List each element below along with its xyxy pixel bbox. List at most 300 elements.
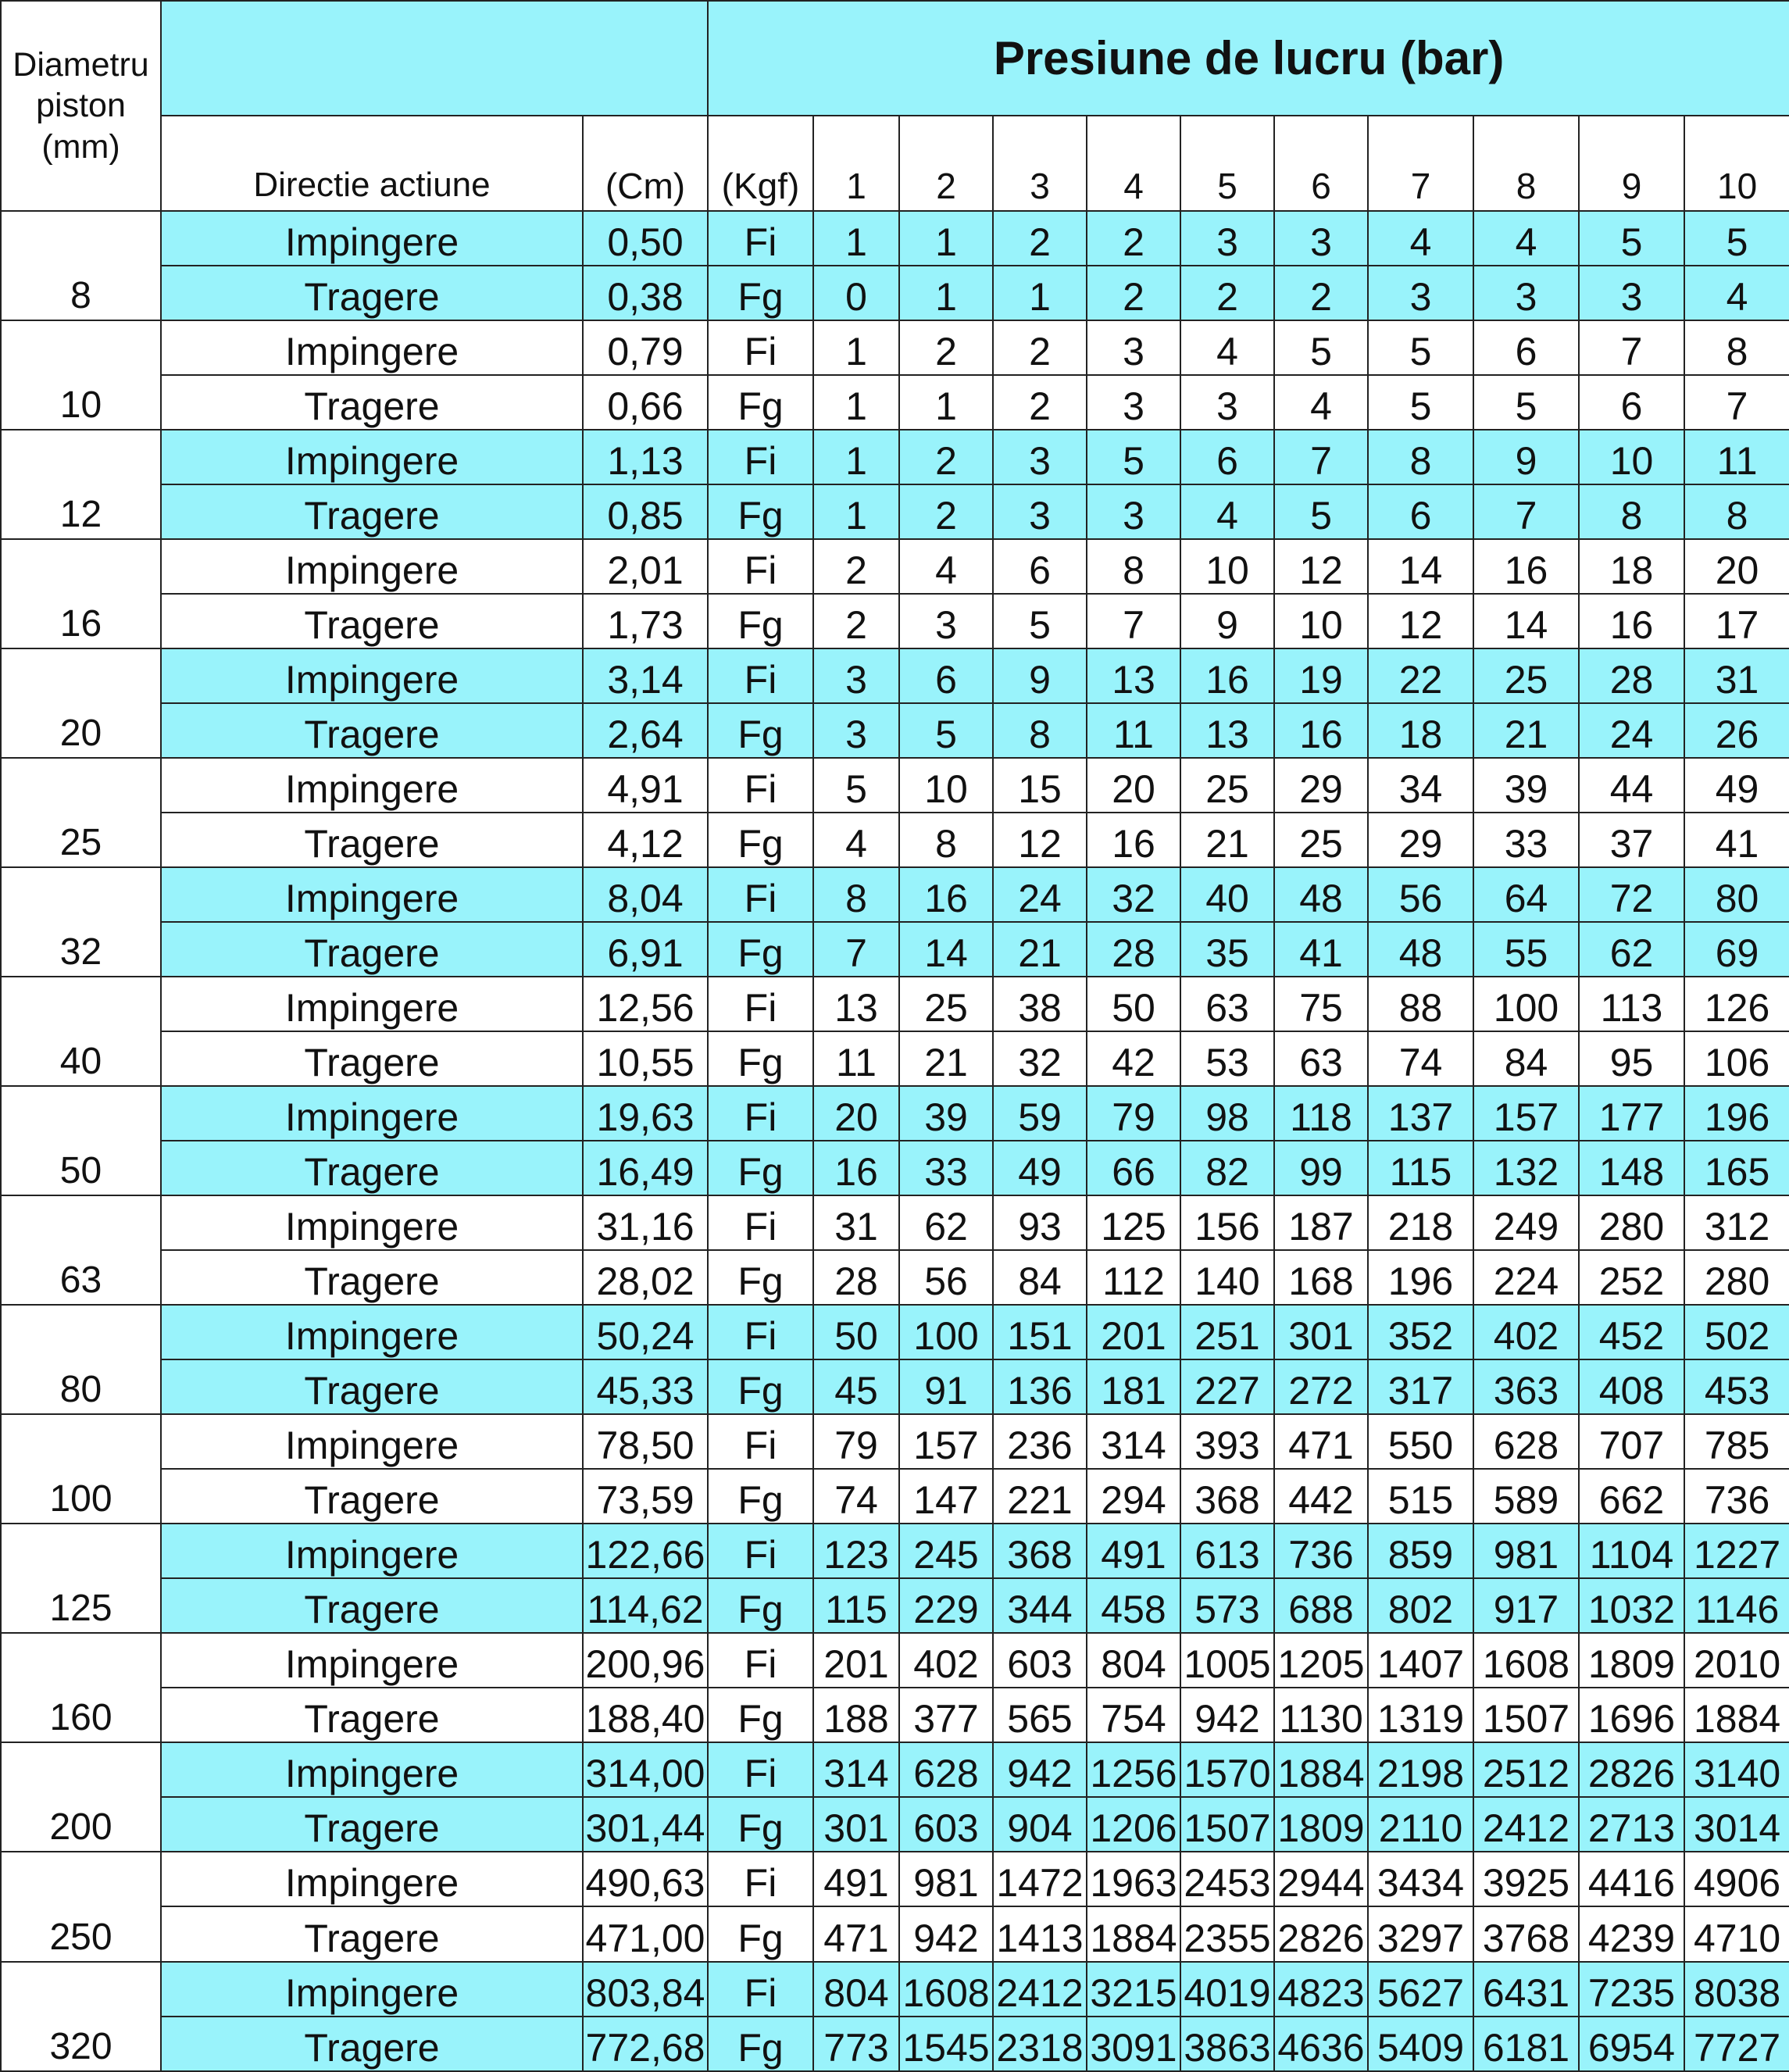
pressure-header: 9 <box>1579 116 1684 211</box>
piston-area: 4,91 <box>583 758 708 813</box>
diameter-header: Diametru piston (mm) <box>1 1 161 211</box>
force-value: 8 <box>993 703 1087 758</box>
force-value: 25 <box>1180 758 1274 813</box>
force-value: 126 <box>1684 977 1789 1031</box>
piston-diameter: 25 <box>1 758 161 867</box>
force-value: 187 <box>1274 1195 1368 1250</box>
force-value: 84 <box>1473 1031 1579 1086</box>
force-value: 402 <box>899 1633 993 1688</box>
force-value: 9 <box>993 648 1087 703</box>
force-type: Fi <box>708 1962 813 2017</box>
force-value: 24 <box>993 867 1087 922</box>
force-value: 804 <box>813 1962 899 2017</box>
table-row <box>1 1962 1789 2017</box>
piston-diameter: 160 <box>1 1633 161 1742</box>
force-value: 377 <box>899 1688 993 1742</box>
force-value: 8 <box>813 867 899 922</box>
header-blank-cell <box>161 1 708 116</box>
pressure-header: 10 <box>1684 116 1789 211</box>
force-value: 1130 <box>1274 1688 1368 1742</box>
piston-area: 16,49 <box>583 1141 708 1195</box>
force-value: 41 <box>1274 922 1368 977</box>
action-direction: Tragere <box>161 922 583 977</box>
force-value: 452 <box>1579 1305 1684 1359</box>
pressure-header: 3 <box>993 116 1087 211</box>
force-value: 7 <box>1274 430 1368 484</box>
force-value: 754 <box>1087 1688 1180 1742</box>
table-row <box>1 430 1789 484</box>
piston-area: 200,96 <box>583 1633 708 1688</box>
force-value: 9 <box>1180 594 1274 648</box>
force-value: 1809 <box>1579 1633 1684 1688</box>
force-value: 35 <box>1180 922 1274 977</box>
force-value: 301 <box>813 1797 899 1852</box>
table-row <box>1 648 1789 703</box>
force-value: 3140 <box>1684 1742 1789 1797</box>
force-value: 221 <box>993 1469 1087 1524</box>
pressure-header: 4 <box>1087 116 1180 211</box>
force-value: 79 <box>1087 1086 1180 1141</box>
action-direction: Impingere <box>161 1524 583 1578</box>
piston-diameter: 32 <box>1 867 161 977</box>
force-value: 39 <box>1473 758 1579 813</box>
force-value: 1 <box>813 211 899 266</box>
force-value: 4239 <box>1579 1906 1684 1961</box>
force-value: 11 <box>813 1031 899 1086</box>
force-value: 1 <box>813 320 899 375</box>
force-value: 402 <box>1473 1305 1579 1359</box>
force-value: 7235 <box>1579 1962 1684 2017</box>
force-value: 314 <box>813 1742 899 1797</box>
table-row <box>1 1524 1789 1578</box>
force-value: 168 <box>1274 1250 1368 1305</box>
force-value: 59 <box>993 1086 1087 1141</box>
force-value: 6 <box>1180 430 1274 484</box>
action-direction: Tragere <box>161 813 583 867</box>
force-value: 2 <box>1180 266 1274 320</box>
force-value: 393 <box>1180 1414 1274 1469</box>
force-value: 34 <box>1368 758 1473 813</box>
piston-area: 301,44 <box>583 1797 708 1852</box>
force-value: 18 <box>1579 539 1684 594</box>
force-value: 2 <box>899 484 993 539</box>
force-value: 2944 <box>1274 1852 1368 1906</box>
force-value: 181 <box>1087 1359 1180 1414</box>
action-direction: Tragere <box>161 1797 583 1852</box>
force-type: Fi <box>708 430 813 484</box>
force-type: Fg <box>708 1906 813 1961</box>
piston-area: 114,62 <box>583 1578 708 1633</box>
force-value: 1696 <box>1579 1688 1684 1742</box>
force-value: 50 <box>1087 977 1180 1031</box>
force-value: 118 <box>1274 1086 1368 1141</box>
force-value: 5627 <box>1368 1962 1473 2017</box>
force-value: 25 <box>899 977 993 1031</box>
action-direction: Impingere <box>161 1195 583 1250</box>
action-direction: Impingere <box>161 1305 583 1359</box>
pressure-header: 2 <box>899 116 993 211</box>
force-value: 1884 <box>1087 1906 1180 1961</box>
force-value: 515 <box>1368 1469 1473 1524</box>
force-type: Fi <box>708 977 813 1031</box>
force-value: 280 <box>1684 1250 1789 1305</box>
force-type: Fg <box>708 922 813 977</box>
force-type: Fg <box>708 484 813 539</box>
force-value: 1507 <box>1180 1797 1274 1852</box>
force-value: 317 <box>1368 1359 1473 1414</box>
force-value: 1205 <box>1274 1633 1368 1688</box>
action-direction: Impingere <box>161 430 583 484</box>
table-row <box>1 320 1789 375</box>
force-value: 3091 <box>1087 2017 1180 2071</box>
force-value: 3 <box>1368 266 1473 320</box>
force-value: 112 <box>1087 1250 1180 1305</box>
force-value: 802 <box>1368 1578 1473 1633</box>
force-value: 79 <box>813 1414 899 1469</box>
force-value: 5 <box>1274 320 1368 375</box>
force-type: Fg <box>708 1141 813 1195</box>
force-value: 4 <box>1473 211 1579 266</box>
force-value: 25 <box>1473 648 1579 703</box>
force-type: Fi <box>708 539 813 594</box>
action-direction: Impingere <box>161 977 583 1031</box>
force-value: 10 <box>899 758 993 813</box>
force-value: 471 <box>813 1906 899 1961</box>
force-value: 6 <box>899 648 993 703</box>
force-value: 6 <box>1473 320 1579 375</box>
piston-area: 0,38 <box>583 266 708 320</box>
force-value: 100 <box>1473 977 1579 1031</box>
force-value: 88 <box>1368 977 1473 1031</box>
force-value: 21 <box>1180 813 1274 867</box>
force-value: 3925 <box>1473 1852 1579 1906</box>
force-value: 736 <box>1684 1469 1789 1524</box>
area-header: (Cm) <box>583 116 708 211</box>
force-value: 31 <box>813 1195 899 1250</box>
piston-area: 314,00 <box>583 1742 708 1797</box>
force-value: 859 <box>1368 1524 1473 1578</box>
piston-area: 0,66 <box>583 375 708 430</box>
force-value: 245 <box>899 1524 993 1578</box>
force-value: 21 <box>993 922 1087 977</box>
force-value: 37 <box>1579 813 1684 867</box>
piston-area: 490,63 <box>583 1852 708 1906</box>
force-value: 13 <box>1087 648 1180 703</box>
force-type: Fg <box>708 1797 813 1852</box>
table-row <box>1 211 1789 266</box>
force-value: 804 <box>1087 1633 1180 1688</box>
action-direction: Tragere <box>161 1688 583 1742</box>
force-value: 136 <box>993 1359 1087 1414</box>
force-value: 14 <box>899 922 993 977</box>
force-value: 93 <box>993 1195 1087 1250</box>
force-value: 4019 <box>1180 1962 1274 2017</box>
force-value: 9 <box>1473 430 1579 484</box>
force-value: 1256 <box>1087 1742 1180 1797</box>
force-value: 589 <box>1473 1469 1579 1524</box>
force-value: 4710 <box>1684 1906 1789 1961</box>
force-value: 5 <box>1473 375 1579 430</box>
force-value: 5409 <box>1368 2017 1473 2071</box>
force-type: Fi <box>708 1414 813 1469</box>
force-value: 1104 <box>1579 1524 1684 1578</box>
piston-area: 188,40 <box>583 1688 708 1742</box>
piston-area: 772,68 <box>583 2017 708 2071</box>
piston-area: 1,73 <box>583 594 708 648</box>
force-value: 2 <box>813 594 899 648</box>
force-value: 165 <box>1684 1141 1789 1195</box>
force-value: 151 <box>993 1305 1087 1359</box>
force-value: 115 <box>813 1578 899 1633</box>
force-value: 7 <box>1579 320 1684 375</box>
force-value: 2 <box>1087 211 1180 266</box>
table-row <box>1 1305 1789 1359</box>
force-value: 16 <box>1274 703 1368 758</box>
force-value: 628 <box>899 1742 993 1797</box>
force-value: 80 <box>1684 867 1789 922</box>
force-value: 17 <box>1684 594 1789 648</box>
force-value: 301 <box>1274 1305 1368 1359</box>
force-value: 49 <box>1684 758 1789 813</box>
force-value: 491 <box>813 1852 899 1906</box>
force-value: 5 <box>1087 430 1180 484</box>
force-value: 20 <box>1684 539 1789 594</box>
force-value: 157 <box>1473 1086 1579 1141</box>
force-value: 100 <box>899 1305 993 1359</box>
force-value: 21 <box>1473 703 1579 758</box>
force-value: 22 <box>1368 648 1473 703</box>
force-value: 26 <box>1684 703 1789 758</box>
force-value: 2 <box>899 320 993 375</box>
force-value: 29 <box>1274 758 1368 813</box>
force-value: 1507 <box>1473 1688 1579 1742</box>
force-value: 16 <box>1087 813 1180 867</box>
action-direction: Tragere <box>161 1031 583 1086</box>
force-value: 1884 <box>1274 1742 1368 1797</box>
force-value: 3 <box>813 648 899 703</box>
force-type: Fi <box>708 867 813 922</box>
table-row <box>1 1141 1789 1195</box>
force-value: 8 <box>1368 430 1473 484</box>
force-value: 7 <box>813 922 899 977</box>
force-value: 16 <box>813 1141 899 1195</box>
force-value: 736 <box>1274 1524 1368 1578</box>
force-value: 6431 <box>1473 1962 1579 2017</box>
force-value: 550 <box>1368 1414 1473 1469</box>
force-value: 294 <box>1087 1469 1180 1524</box>
piston-area: 2,01 <box>583 539 708 594</box>
force-value: 48 <box>1274 867 1368 922</box>
force-value: 224 <box>1473 1250 1579 1305</box>
force-value: 56 <box>899 1250 993 1305</box>
force-value: 458 <box>1087 1578 1180 1633</box>
piston-area: 471,00 <box>583 1906 708 1961</box>
force-value: 3863 <box>1180 2017 1274 2071</box>
piston-diameter: 200 <box>1 1742 161 1852</box>
force-value: 56 <box>1368 867 1473 922</box>
table-row <box>1 1359 1789 1414</box>
force-value: 1809 <box>1274 1797 1368 1852</box>
force-value: 1227 <box>1684 1524 1789 1578</box>
force-value: 272 <box>1274 1359 1368 1414</box>
force-value: 368 <box>993 1524 1087 1578</box>
force-value: 1608 <box>1473 1633 1579 1688</box>
force-type: Fg <box>708 266 813 320</box>
force-type: Fg <box>708 1688 813 1742</box>
force-value: 1407 <box>1368 1633 1473 1688</box>
force-value: 4823 <box>1274 1962 1368 2017</box>
force-value: 12 <box>993 813 1087 867</box>
piston-diameter: 12 <box>1 430 161 539</box>
force-value: 2453 <box>1180 1852 1274 1906</box>
piston-area: 0,85 <box>583 484 708 539</box>
piston-area: 3,14 <box>583 648 708 703</box>
force-value: 31 <box>1684 648 1789 703</box>
force-type: Fi <box>708 1742 813 1797</box>
piston-area: 31,16 <box>583 1195 708 1250</box>
force-value: 10 <box>1579 430 1684 484</box>
force-value: 4 <box>1180 484 1274 539</box>
pressure-header: 7 <box>1368 116 1473 211</box>
force-value: 53 <box>1180 1031 1274 1086</box>
force-type: Fi <box>708 1524 813 1578</box>
force-value: 3 <box>1087 484 1180 539</box>
force-value: 8 <box>1087 539 1180 594</box>
force-value: 4 <box>1180 320 1274 375</box>
force-value: 21 <box>899 1031 993 1086</box>
force-value: 4 <box>1684 266 1789 320</box>
force-value: 1146 <box>1684 1578 1789 1633</box>
force-value: 785 <box>1684 1414 1789 1469</box>
force-value: 218 <box>1368 1195 1473 1250</box>
table-row <box>1 703 1789 758</box>
force-type: Fg <box>708 813 813 867</box>
force-value: 11 <box>1684 430 1789 484</box>
piston-area: 6,91 <box>583 922 708 977</box>
force-value: 491 <box>1087 1524 1180 1578</box>
action-direction: Tragere <box>161 375 583 430</box>
table-row <box>1 1414 1789 1469</box>
force-value: 471 <box>1274 1414 1368 1469</box>
force-type: Fg <box>708 1359 813 1414</box>
pressure-header: 5 <box>1180 116 1274 211</box>
piston-area: 122,66 <box>583 1524 708 1578</box>
force-value: 251 <box>1180 1305 1274 1359</box>
force-type: Fg <box>708 1031 813 1086</box>
pressure-header: 1 <box>813 116 899 211</box>
force-value: 2 <box>993 375 1087 430</box>
force-value: 99 <box>1274 1141 1368 1195</box>
piston-area: 10,55 <box>583 1031 708 1086</box>
force-type: Fg <box>708 1469 813 1524</box>
force-value: 49 <box>993 1141 1087 1195</box>
force-value: 0 <box>813 266 899 320</box>
force-value: 16 <box>1579 594 1684 648</box>
force-value: 72 <box>1579 867 1684 922</box>
action-direction: Tragere <box>161 1578 583 1633</box>
force-value: 63 <box>1274 1031 1368 1086</box>
force-value: 3 <box>993 430 1087 484</box>
action-direction: Impingere <box>161 1962 583 2017</box>
force-value: 40 <box>1180 867 1274 922</box>
table-row <box>1 266 1789 320</box>
force-value: 5 <box>993 594 1087 648</box>
force-value: 50 <box>813 1305 899 1359</box>
table-row <box>1 1852 1789 1906</box>
piston-area: 803,84 <box>583 1962 708 2017</box>
force-value: 91 <box>899 1359 993 1414</box>
force-value: 28 <box>813 1250 899 1305</box>
force-type: Fi <box>708 211 813 266</box>
force-type: Fi <box>708 648 813 703</box>
table-body <box>1 211 1789 2071</box>
force-value: 147 <box>899 1469 993 1524</box>
table-row <box>1 1578 1789 1633</box>
force-value: 5 <box>1274 484 1368 539</box>
action-direction: Impingere <box>161 320 583 375</box>
action-direction: Impingere <box>161 1633 583 1688</box>
action-direction: Tragere <box>161 1141 583 1195</box>
force-value: 628 <box>1473 1414 1579 1469</box>
table-row <box>1 1195 1789 1250</box>
force-value: 3297 <box>1368 1906 1473 1961</box>
piston-diameter: 63 <box>1 1195 161 1305</box>
force-type: Fi <box>708 1852 813 1906</box>
force-value: 115 <box>1368 1141 1473 1195</box>
force-value: 3 <box>1180 211 1274 266</box>
action-direction: Tragere <box>161 1469 583 1524</box>
force-value: 15 <box>993 758 1087 813</box>
force-value: 3 <box>899 594 993 648</box>
force-value: 2318 <box>993 2017 1087 2071</box>
force-value: 44 <box>1579 758 1684 813</box>
table-row <box>1 1797 1789 1852</box>
force-value: 3 <box>1473 266 1579 320</box>
force-value: 3 <box>1274 211 1368 266</box>
force-value: 1319 <box>1368 1688 1473 1742</box>
force-value: 113 <box>1579 977 1684 1031</box>
force-value: 74 <box>1368 1031 1473 1086</box>
piston-diameter: 10 <box>1 320 161 430</box>
force-value: 249 <box>1473 1195 1579 1250</box>
force-value: 312 <box>1684 1195 1789 1250</box>
table-row <box>1 2017 1789 2071</box>
force-value: 2412 <box>1473 1797 1579 1852</box>
force-value: 1 <box>899 266 993 320</box>
force-value: 1570 <box>1180 1742 1274 1797</box>
piston-diameter: 40 <box>1 977 161 1086</box>
force-value: 707 <box>1579 1414 1684 1469</box>
table-row <box>1 1906 1789 1961</box>
piston-area: 0,79 <box>583 320 708 375</box>
pressure-header: 6 <box>1274 116 1368 211</box>
force-value: 41 <box>1684 813 1789 867</box>
force-type: Fi <box>708 758 813 813</box>
force-value: 3014 <box>1684 1797 1789 1852</box>
table-row <box>1 594 1789 648</box>
table-row <box>1 1742 1789 1797</box>
force-value: 156 <box>1180 1195 1274 1250</box>
force-value: 6 <box>1368 484 1473 539</box>
force-value: 2826 <box>1274 1906 1368 1961</box>
piston-diameter: 8 <box>1 211 161 320</box>
force-value: 5 <box>813 758 899 813</box>
action-direction: Tragere <box>161 1359 583 1414</box>
force-value: 613 <box>1180 1524 1274 1578</box>
force-value: 20 <box>813 1086 899 1141</box>
action-direction: Impingere <box>161 1414 583 1469</box>
force-type: Fi <box>708 1305 813 1359</box>
